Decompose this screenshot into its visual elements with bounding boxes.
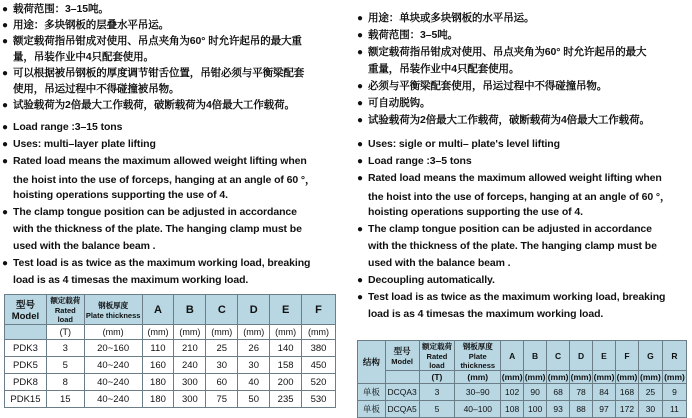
bullet-icon: ● [2,156,8,167]
bullet-icon: ● [357,292,363,303]
header-unit-mm: (mm) [616,372,638,382]
table-row [5,340,336,357]
line-text: hoisting operations supporting the use of 4. [13,189,228,201]
line-text: 额定载荷指吊钳成对使用、吊点夹角为60° 时允许起吊的最大重 [13,35,302,47]
table-cell: 单板 [358,401,386,418]
table-cell: 530 [302,391,336,408]
header-unit-thick: (mm) [84,325,142,340]
bullet-icon: ● [357,30,363,41]
header-rated-load: 额定载荷 Rated load [46,295,84,325]
table-cell: 90 [524,384,547,401]
left-en-line [2,223,302,235]
right-cn-line [357,27,458,42]
right-cn-line [357,61,519,76]
header-dim-f: F [302,295,336,325]
header-plate-thickness: 钢板厚度 Plate thickness [455,341,501,371]
line-text: 量，吊装作业中4只配套使用。 [13,51,154,63]
line-text: used with the balance beam . [368,257,511,269]
line-text: 可自动脱钩。 [368,97,431,109]
line-text: The clamp tongue position can be adjusted in accordance [13,206,297,218]
header-dim-r: R [662,341,686,371]
table-cell: 300 [174,391,206,408]
right-en-line [357,257,511,269]
line-text: Load range :3–5 tons [368,155,472,167]
header-unit-mm: (mm) [570,372,592,382]
table-cell: 8 [46,374,84,391]
bullet-icon: ● [357,47,363,58]
header-dim-a: A [501,341,524,371]
line-text: 重量，吊装作业中4只配套使用。 [368,63,520,75]
header-dim-d: D [570,341,593,371]
table-cell: 158 [270,357,302,374]
header-unit-mm: (mm) [664,372,685,382]
right-en-line [357,155,472,167]
left-en-line [2,274,248,286]
line-text: the hoist into the use of forceps, hanging at an angle of 60 °， [13,174,316,186]
table-cell: 97 [593,401,616,418]
header-unit-t: (T) [46,325,84,340]
table-cell: PDK15 [5,391,47,408]
line-text: hoisting operations supporting the use of 4. [368,206,583,218]
table-cell: 78 [570,384,593,401]
bullet-icon: ● [357,224,363,235]
header-dim-e: E [593,341,616,371]
line-text: Rated load means the maximum allowed weight lifting when [13,155,307,167]
table-row [358,401,687,418]
bullet-icon: ● [2,20,8,31]
table-cell: 60 [206,374,238,391]
table-cell: 140 [270,340,302,357]
line-text: used with the balance beam . [13,240,156,252]
line-text: 用途：单块或多块钢板的水平吊运。 [368,12,535,24]
pdk-spec-table [4,294,336,408]
table-cell: 5 [46,357,84,374]
table-cell: 3 [46,340,84,357]
line-text: Uses: sigle or multi– plate's level lifting [368,138,560,150]
table-cell: 40~240 [84,391,142,408]
table-cell: 40–100 [455,401,501,418]
table-cell: 88 [570,401,593,418]
bullet-icon: ● [357,13,363,24]
table-cell: DCQA5 [385,401,419,418]
line-text: The clamp tongue position can be adjusted in accordance [368,223,652,235]
line-text: Test load is as twice as the maximum working load, breaking [368,291,666,303]
bullet-icon: ● [2,258,8,269]
bullet-icon: ● [357,139,363,150]
right-cn-line [357,78,607,93]
table-cell: 450 [302,357,336,374]
header-unit-t: (T) [419,371,455,384]
line-text: with the thickness of the plate. The hanging clamp must be [368,240,657,252]
table-cell: 30 [638,401,662,418]
header-unit-mm: (mm) [142,325,174,340]
left-cn-line [2,65,304,80]
table-cell: 30 [238,357,270,374]
line-text: load is as 4 timesas the maximum working load. [13,274,249,286]
left-cn-line [2,81,179,96]
table-cell: 25 [638,384,662,401]
header-unit-mm: (mm) [206,325,238,340]
header-unit-thick: (mm) [455,371,501,384]
header-unit-mm: (mm) [174,325,206,340]
header-unit-mm: (mm) [302,325,336,340]
header-unit-mm: (mm) [501,372,523,382]
line-text: Decoupling automatically. [368,274,495,286]
table-cell: 93 [547,401,570,418]
right-cn-line [357,95,430,110]
right-cn-line [357,112,650,127]
table-row [5,357,336,374]
right-en-line [357,223,652,235]
table-cell: 240 [174,357,206,374]
bullet-icon: ● [2,207,8,218]
header-dim-a: A [142,295,174,325]
table-cell: 172 [616,401,639,418]
bullet-icon: ● [357,156,363,167]
table-cell: 5 [419,401,455,418]
left-cn-line [2,97,295,112]
table-cell: 108 [501,401,524,418]
right-en-line [357,189,670,204]
table-row [5,391,336,408]
line-text: with the thickness of the plate. The hanging clamp must be [13,223,302,235]
bullet-icon: ● [2,68,8,79]
line-text: 可以根据被吊钢板的厚度调节钳舌位置，吊钳必须与平衡梁配套 [13,67,305,79]
table-cell: 100 [524,401,547,418]
bullet-icon: ● [2,100,8,111]
right-cn-line [357,44,646,59]
table-cell: 20~160 [84,340,142,357]
header-dim-g: G [638,341,662,371]
table-cell: PDK8 [5,374,47,391]
table-cell: 300 [174,374,206,391]
right-en-line [357,240,657,252]
line-text: 载荷范围：3–15吨。 [13,3,109,15]
right-en-line [357,274,495,286]
line-text: 必须与平衡梁配套使用，吊运过程中不得碰撞吊物。 [368,80,608,92]
table-cell: 75 [206,391,238,408]
header-unit-mm: (mm) [593,372,615,382]
header-unit-mm: (mm) [640,372,661,382]
table-row [358,384,687,401]
header-dim-c: C [206,295,238,325]
table-cell: 15 [46,391,84,408]
table-cell: 3 [419,384,455,401]
bullet-icon: ● [2,122,8,133]
bullet-icon: ● [2,139,8,150]
table-cell: 30 [206,357,238,374]
line-text: load is as 4 timesas the maximum working load. [368,308,604,320]
table-cell: PDK3 [5,340,47,357]
right-en-line [357,308,603,320]
bullet-icon: ● [357,98,363,109]
table-cell: 110 [142,340,174,357]
left-cn-line [2,1,109,16]
header-unit-blank [385,371,419,384]
left-en-line [2,138,156,150]
left-cn-line [2,49,154,64]
table-cell: 11 [662,401,686,418]
left-en-line [2,155,307,167]
table-cell: 9 [662,384,686,401]
header-unit-blank [5,325,47,340]
header-unit-mm: (mm) [524,372,546,382]
line-text: 载荷范围：3–5吨。 [368,29,459,41]
header-dim-b: B [524,341,547,371]
table-row [5,374,336,391]
table-cell: 180 [142,391,174,408]
line-text: the hoist into the use of forceps, hanging at an angle of 60 °， [368,191,671,203]
header-dim-b: B [174,295,206,325]
table-cell: 40~240 [84,374,142,391]
line-text: 额定载荷指吊钳成对使用、吊点夹角为60° 时允许起吊的最大 [368,46,647,58]
table-cell: 168 [616,384,639,401]
header-structure: 结构 [358,341,386,384]
right-cn-line [357,10,534,25]
header-model: 型号 Model [385,341,419,371]
left-cn-line [2,33,302,48]
left-en-line [2,172,315,187]
line-text: 试验载荷为2倍最大工作载荷，破断载荷为4倍最大工作载荷。 [13,99,295,111]
table-cell: 180 [142,374,174,391]
table-cell: 50 [238,391,270,408]
right-en-line [357,138,560,150]
header-dim-f: F [616,341,639,371]
line-text: Test load is as twice as the maximum working load, breaking [13,257,311,269]
table-cell: 单板 [358,384,386,401]
header-dim-e: E [270,295,302,325]
right-en-line [357,172,662,184]
right-en-line [357,206,583,218]
header-rated-load: 额定载荷 Rated load [419,341,455,371]
table-cell: 210 [174,340,206,357]
header-plate-thickness: 钢板厚度 Plate thickness [84,295,142,325]
table-cell: 84 [593,384,616,401]
table-cell: DCQA3 [385,384,419,401]
table-cell: 68 [547,384,570,401]
header-unit-mm: (mm) [547,372,569,382]
table-cell: 40~240 [84,357,142,374]
left-cn-line [2,17,169,32]
table-cell: 520 [302,374,336,391]
table-cell: 40 [238,374,270,391]
table-cell: 25 [206,340,238,357]
left-en-line [2,121,122,133]
table-cell: 30–90 [455,384,501,401]
table-cell: 160 [142,357,174,374]
line-text: 用途：多块钢板的层叠水平吊运。 [13,19,169,31]
table-cell: 235 [270,391,302,408]
bullet-icon: ● [357,173,363,184]
line-text: Uses: multi–layer plate lifting [13,138,156,150]
table-cell: 380 [302,340,336,357]
table-cell: 200 [270,374,302,391]
bullet-icon: ● [357,275,363,286]
left-en-line [2,206,297,218]
header-dim-c: C [547,341,570,371]
left-en-line [2,189,228,201]
table-cell: PDK5 [5,357,47,374]
left-en-line [2,257,310,269]
dcqa-spec-table [357,340,687,418]
line-text: 试验载荷为2倍最大工作载荷，破断载荷为4倍最大工作载荷。 [368,114,650,126]
bullet-icon: ● [357,115,363,126]
bullet-icon: ● [357,81,363,92]
header-unit-mm: (mm) [238,325,270,340]
bullet-icon: ● [2,4,8,15]
bullet-icon: ● [2,36,8,47]
line-text: Rated load means the maximum allowed weight lifting when [368,172,662,184]
line-text: Load range :3–15 tons [13,121,123,133]
header-unit-mm: (mm) [270,325,302,340]
right-en-line [357,291,665,303]
line-text: 使用，吊运过程中不得碰撞被吊物。 [13,83,180,95]
header-model: 型号 Model [5,295,47,325]
table-cell: 26 [238,340,270,357]
left-en-line [2,240,156,252]
table-cell: 102 [501,384,524,401]
header-dim-d: D [238,295,270,325]
